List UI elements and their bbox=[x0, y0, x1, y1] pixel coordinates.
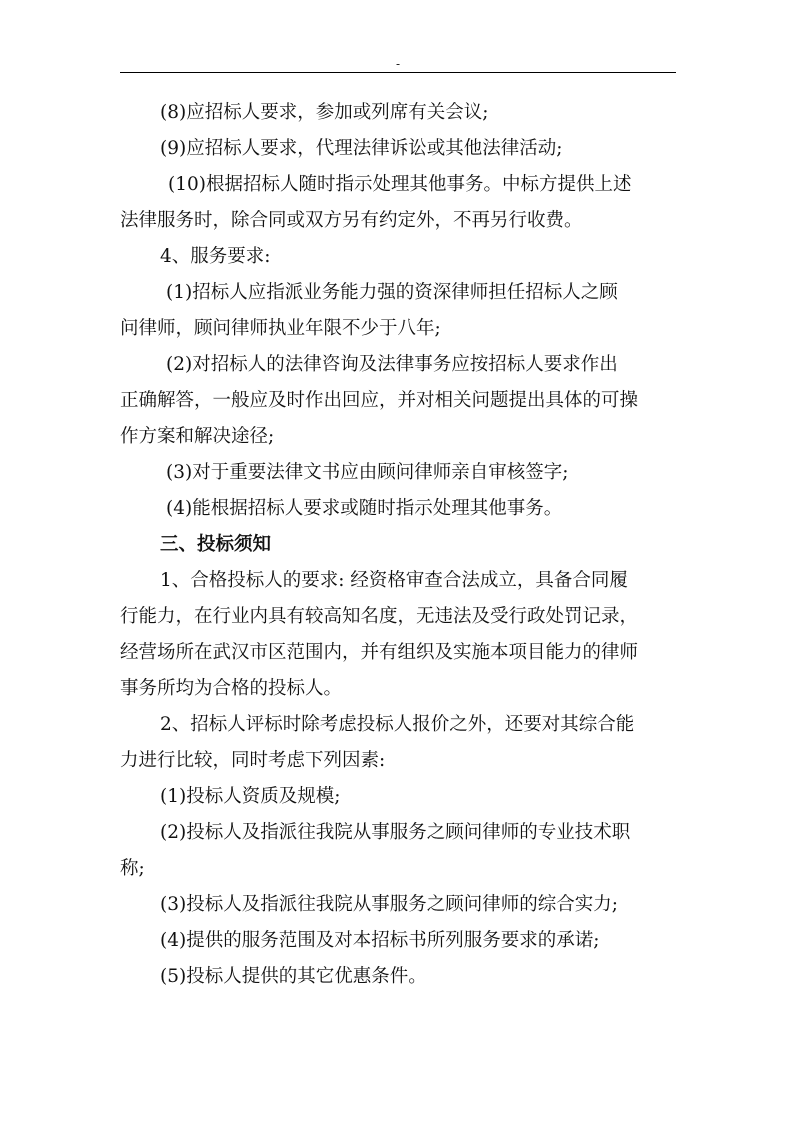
paragraph-line: (2)投标人及指派往我院从事服务之顾问律师的专业技术职 bbox=[160, 822, 631, 843]
paragraph-line: (10)根据招标人随时指示处理其他事务。中标方提供上述 bbox=[168, 174, 632, 195]
paragraph-line: 力进行比较，同时考虑下列因素: bbox=[120, 750, 386, 771]
paragraph-line: (5)投标人提供的其它优惠条件。 bbox=[160, 966, 427, 987]
paragraph-line: (3)投标人及指派往我院从事服务之顾问律师的综合实力; bbox=[160, 894, 618, 915]
paragraph-line: 事务所均为合格的投标人。 bbox=[120, 678, 343, 699]
paragraph-line: (8)应招标人要求，参加或列席有关会议; bbox=[160, 102, 489, 123]
paragraph-line: (1)招标人应指派业务能力强的资深律师担任招标人之顾 bbox=[166, 282, 618, 303]
paragraph-line: 作方案和解决途径; bbox=[120, 426, 275, 447]
paragraph-line: (4)提供的服务范围及对本招标书所列服务要求的承诺; bbox=[160, 930, 600, 951]
paragraph-line: 问律师，顾问律师执业年限不少于八年; bbox=[120, 318, 441, 339]
paragraph-line: (4)能根据招标人要求或随时指示处理其他事务。 bbox=[166, 498, 563, 519]
section-heading: 4、服务要求: bbox=[160, 246, 271, 267]
paragraph-line: 1、合格投标人的要求: 经资格审查合法成立，具备合同履 bbox=[160, 570, 628, 591]
header-rule bbox=[120, 72, 676, 73]
paragraph-line: (2)对招标人的法律咨询及法律事务应按招标人要求作出 bbox=[166, 354, 618, 375]
page-header-mark: - bbox=[395, 57, 401, 71]
paragraph-line: (3)对于重要法律文书应由顾问律师亲自审核签字; bbox=[166, 462, 569, 483]
chapter-heading: 三、投标须知 bbox=[160, 534, 272, 555]
paragraph-line: 经营场所在武汉市区范围内，并有组织及实施本项目能力的律师 bbox=[120, 642, 639, 663]
paragraph-line: 称; bbox=[120, 858, 145, 879]
paragraph-line: (9)应招标人要求，代理法律诉讼或其他法律活动; bbox=[160, 138, 563, 159]
paragraph-line: (1)投标人资质及规模; bbox=[160, 786, 341, 807]
paragraph-line: 行能力，在行业内具有较高知名度，无违法及受行政处罚记录， bbox=[120, 606, 639, 627]
paragraph-line: 2、招标人评标时除考虑投标人报价之外，还要对其综合能 bbox=[160, 714, 635, 735]
paragraph-line: 正确解答，一般应及时作出回应，并对相关问题提出具体的可操 bbox=[120, 390, 639, 411]
paragraph-line: 法律服务时，除合同或双方另有约定外，不再另行收费。 bbox=[120, 210, 583, 231]
